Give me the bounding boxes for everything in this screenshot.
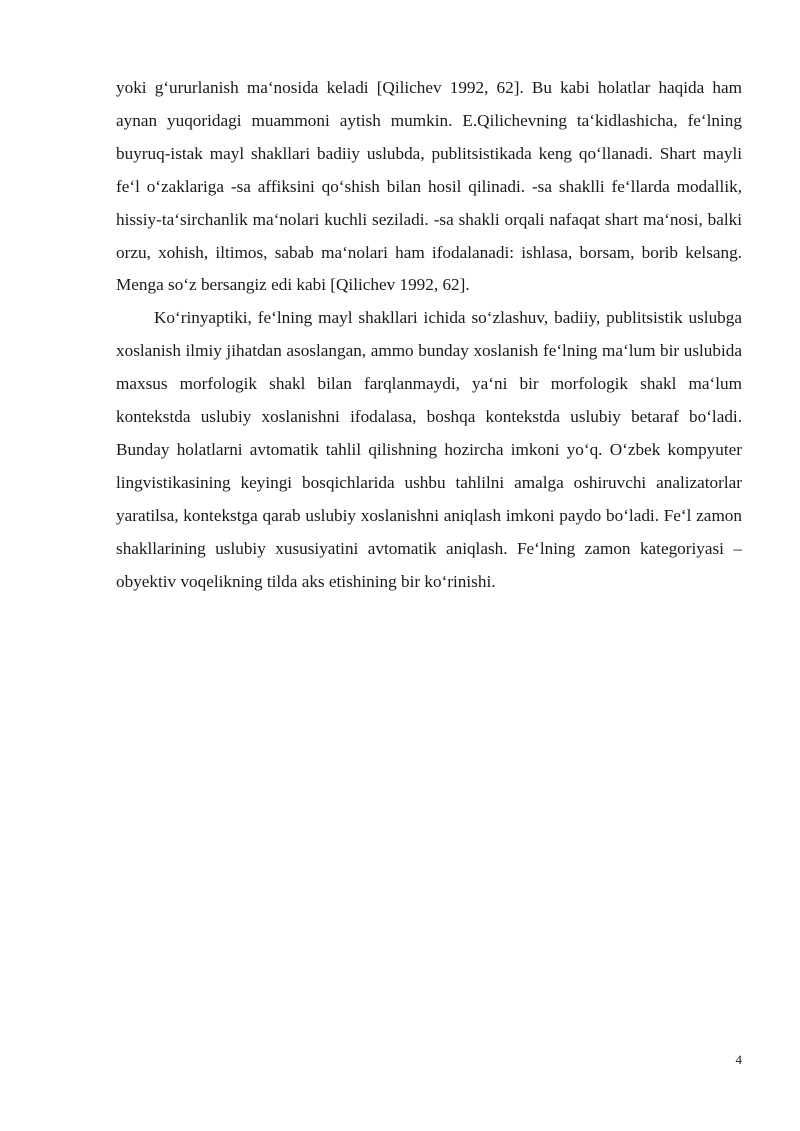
paragraph-1: yoki gʻururlanish maʻnosida keladi [Qilichev 1992, 62]. Bu kabi holatlar haqida ham aynan yuqoridagi muammoni aytish mumkin. E.Qilichevning taʻkidlashicha, feʻlning buyruq-istak mayl shakllari badiiy uslubda, publitsistikada keng qoʻllanadi. Shart mayli feʻl oʻzaklariga -sa affiksini qoʻshish bilan hosil qilinadi. -sa shaklli feʻllarda modallik, hissiy-taʻsirchanlik maʻnolari kuchli seziladi. -sa shakli orqali nafaqat shart maʻnosi, balki orzu, xohish, iltimos, sabab maʻnolari ham ifodalanadi: ishlasa, borsam, borib kelsang. Menga soʻz bersangiz edi kabi [Qilichev 1992, 62]. (116, 78, 742, 295)
body-text (116, 72, 742, 599)
page-number: 4 (735, 1052, 742, 1067)
paragraph-2: Koʻrinyaptiki, feʻlning mayl shakllari ichida soʻzlashuv, badiiy, publitsistik uslubga xoslanish ilmiy jihatdan asoslangan, ammo bunday xoslanish feʻlning maʻlum bir uslubida maxsus morfologik shakl bilan farqlanmaydi, yaʻni bir morfologik shakl maʻlum kontekstda uslubiy xoslanishni ifodalasa, boshqa kontekstda uslubiy betaraf boʻladi. Bunday holatlarni avtomatik tahlil qilishning hozircha imkoni yoʻq. Oʻzbek kompyuter lingvistikasining keyingi bosqichlarida ushbu tahlilni amalga oshiruvchi analizatorlar yaratilsa, kontekstga qarab uslubiy xoslanishni aniqlash imkoni paydo boʻladi. Feʻl zamon shakllarining uslubiy xususiyatini avtomatik aniqlash. Feʻlning zamon kategoriyasi – obyektiv voqelikning tilda aks etishining bir koʻrinishi. (116, 308, 742, 591)
